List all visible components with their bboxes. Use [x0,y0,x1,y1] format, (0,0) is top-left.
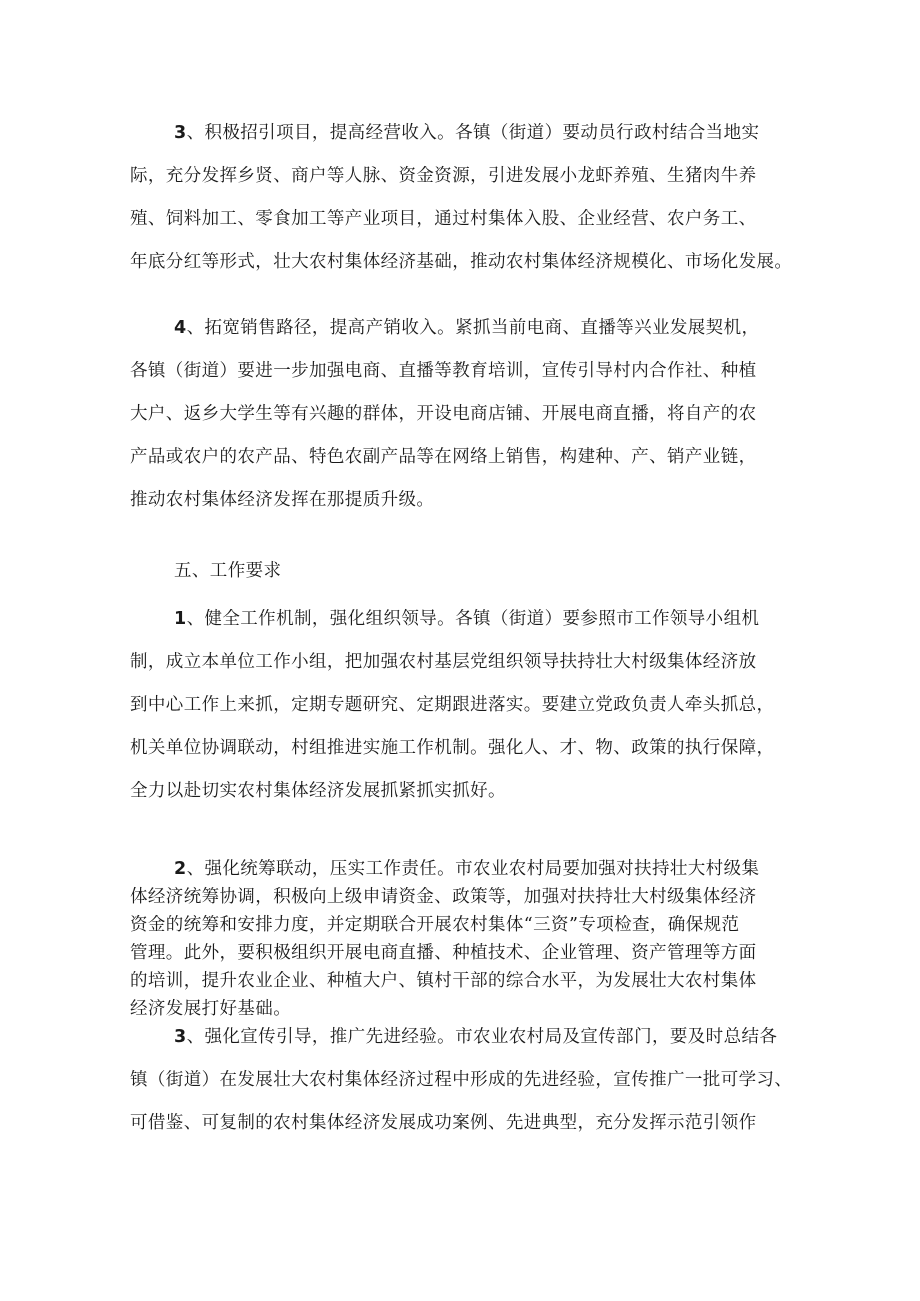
paragraph-line: 制，成立本单位工作小组，把加强农村基层党组织领导扶持壮大村级集体经济放 [130,652,757,672]
paragraph-line: 大户、返乡大学生等有兴趣的群体，开设电商店铺、开展电商直播，将自产的农 [130,404,757,424]
paragraph-item-3-publicity [130,1016,795,1145]
paragraph-line: 到中心工作上来抓，定期专题研究、定期跟进落实。要建立党政负责人牵头抓总， [130,695,775,715]
paragraph-item-1-mechanism [130,598,795,813]
paragraph-line: 镇（街道）在发展壮大农村集体经济过程中形成的先进经验，宣传推广一批可学习、 [130,1070,793,1090]
item-number: 4 [174,318,187,338]
paragraph-line: 管理。此外，要积极组织开展电商直播、种植技术、企业管理、资产管理等方面 [130,943,757,963]
paragraph-line: 产品或农户的农产品、特色农副产品等在网络上销售，构建种、产、销产业链， [130,447,757,467]
paragraph-line: 推动农村集体经济发挥在那提质升级。 [130,490,435,510]
item-number: 2 [174,859,187,879]
item-number: 1 [174,609,187,629]
paragraph-line: 资金的统筹和安排力度，并定期联合开展农村集体“三资”专项检查，确保规范 [130,915,740,935]
paragraph-item-4-sales [130,307,795,522]
paragraph-line: 机关单位协调联动，村组推进实施工作机制。强化人、才、物、政策的执行保障， [130,738,775,758]
paragraph-line: 各镇（街道）要进一步加强电商、直播等教育培训，宣传引导村内合作社、种植 [130,361,757,381]
paragraph-line: 可借鉴、可复制的农村集体经济发展成功案例、先进典型，充分发挥示范引领作 [130,1113,757,1133]
paragraph-line: 殖、饲料加工、零食加工等产业项目，通过村集体入股、企业经营、农户务工、 [130,209,757,229]
paragraph-line: 1、健全工作机制，强化组织领导。各镇（街道）要参照市工作领导小组机 [174,609,760,629]
paragraph-line: 的培训，提升农业企业、种植大户、镇村干部的综合水平，为发展壮大农村集体 [130,971,757,991]
paragraph-line: 体经济统筹协调，积极向上级申请资金、政策等，加强对扶持壮大村级集体经济 [130,887,757,907]
paragraph-line: 4、拓宽销售路径，提高产销收入。紧抓当前电商、直播等兴业发展契机， [174,318,760,338]
item-number: 3 [174,1027,187,1047]
paragraph-line: 际，充分发挥乡贤、商户等人脉、资金资源，引进发展小龙虾养殖、生猪肉牛养 [130,166,757,186]
paragraph-line: 3、积极招引项目，提高经营收入。各镇（街道）要动员行政村结合当地实 [174,123,760,143]
paragraph-line: 3、强化宣传引导，推广先进经验。市农业农村局及宣传部门，要及时总结各 [174,1027,778,1047]
paragraph-line: 经济发展打好基础。 [130,999,292,1019]
paragraph-item-3-projects [130,112,795,284]
paragraph-line: 2、强化统筹联动，压实工作责任。市农业农村局要加强对扶持壮大村级集 [174,859,760,879]
item-number: 3 [174,123,187,143]
paragraph-item-2-coordination [130,855,795,1023]
paragraph-line: 年底分红等形式，壮大农村集体经济基础，推动农村集体经济规模化、市场化发展。 [130,252,793,272]
paragraph-line: 全力以赴切实农村集体经济发展抓紧抓实抓好。 [130,781,506,801]
section-heading-text: 五、工作要求 [174,561,282,581]
section-heading [130,550,795,593]
